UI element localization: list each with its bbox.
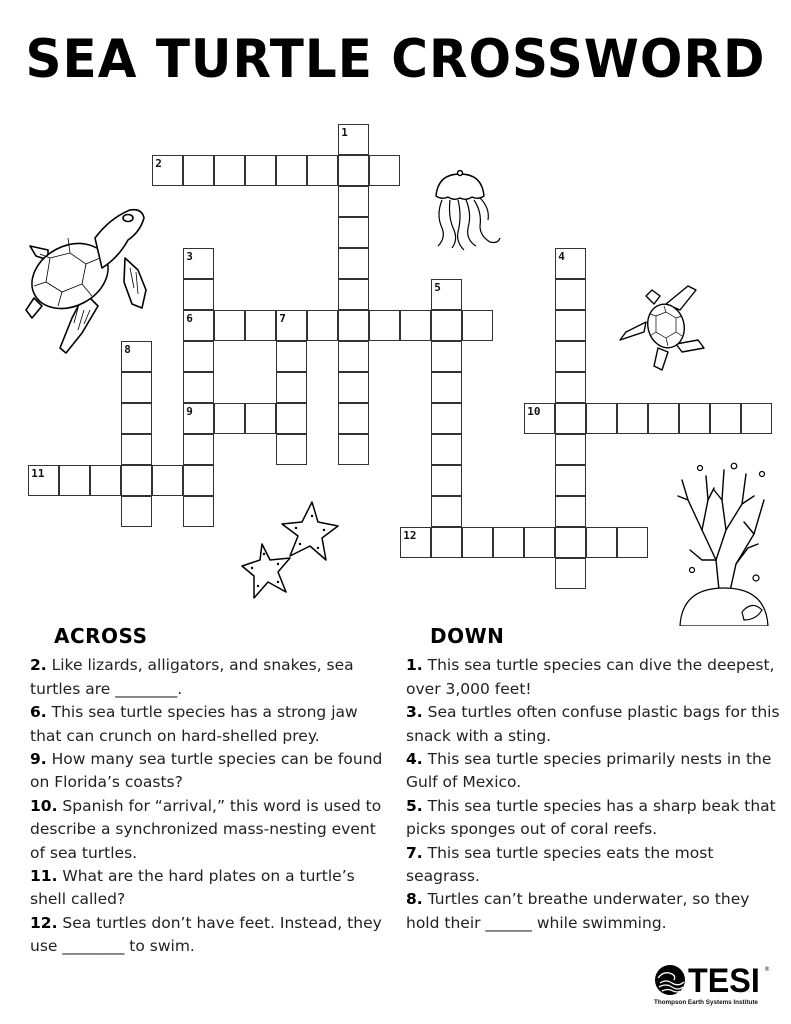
across-clue — [30, 701, 390, 748]
clue-number: 5. — [406, 796, 423, 815]
down-clue — [406, 842, 781, 889]
crossword-cell[interactable] — [121, 372, 152, 403]
crossword-cell[interactable] — [214, 403, 245, 434]
crossword-cell[interactable] — [338, 124, 369, 155]
crossword-cell[interactable] — [431, 527, 462, 558]
registered-mark: ® — [764, 966, 770, 973]
down-clue — [406, 888, 781, 935]
crossword-cell[interactable] — [90, 465, 121, 496]
crossword-cell[interactable] — [431, 496, 462, 527]
crossword-cell[interactable] — [555, 496, 586, 527]
crossword-cell[interactable] — [276, 310, 307, 341]
clue-number: 10. — [30, 796, 58, 815]
crossword-cell[interactable] — [555, 248, 586, 279]
crossword-cell[interactable] — [431, 372, 462, 403]
down-clue — [406, 795, 781, 842]
clue-number: 1 — [341, 126, 348, 140]
crossword-cell[interactable] — [555, 403, 586, 434]
crossword-cell[interactable] — [183, 341, 214, 372]
crossword-cell[interactable] — [555, 434, 586, 465]
crossword-cell[interactable] — [710, 403, 741, 434]
crossword-cell[interactable] — [338, 186, 369, 217]
clue-number: 3. — [406, 703, 423, 722]
across-clue — [30, 865, 390, 912]
crossword-cell[interactable] — [307, 155, 338, 186]
clue-text: How many sea turtle species can be found on Florida’s coasts? — [30, 750, 383, 792]
down-heading: DOWN — [430, 624, 505, 648]
crossword-cell[interactable] — [555, 465, 586, 496]
clue-number: 11. — [30, 867, 58, 886]
crossword-cell[interactable] — [183, 496, 214, 527]
crossword-cell[interactable] — [431, 341, 462, 372]
clue-number: 12. — [30, 913, 58, 932]
crossword-cell[interactable] — [431, 279, 462, 310]
crossword-cell[interactable] — [183, 279, 214, 310]
crossword-cell[interactable] — [617, 527, 648, 558]
crossword-cell[interactable] — [338, 403, 369, 434]
clue-text: Sea turtles often confuse plastic bags for this snack with a sting. — [406, 703, 780, 745]
across-clue — [30, 654, 390, 701]
across-heading: ACROSS — [54, 624, 148, 648]
crossword-cell[interactable] — [214, 155, 245, 186]
clue-number: 4. — [406, 750, 423, 769]
sea-turtle-large-icon — [20, 198, 155, 358]
crossword-cell[interactable] — [617, 403, 648, 434]
crossword-cell[interactable] — [183, 434, 214, 465]
down-clue — [406, 701, 781, 748]
clue-number: 2. — [30, 656, 47, 675]
across-clue — [30, 912, 390, 959]
crossword-cell[interactable] — [183, 310, 214, 341]
crossword-cell[interactable] — [338, 155, 369, 186]
crossword-cell[interactable] — [524, 403, 555, 434]
crossword-cell[interactable] — [431, 434, 462, 465]
crossword-cell[interactable] — [555, 279, 586, 310]
across-clue-list — [30, 654, 390, 958]
crossword-cell[interactable] — [462, 310, 493, 341]
clue-text: Turtles can’t breathe underwater, so they hold their ______ while swimming. — [406, 890, 750, 932]
clue-number: 6. — [30, 703, 47, 722]
tesi-logo — [654, 964, 774, 1012]
crossword-cell[interactable] — [741, 403, 772, 434]
clue-number: 5 — [434, 281, 441, 295]
crossword-cell[interactable] — [555, 558, 586, 589]
clue-number: 8 — [124, 343, 131, 357]
clue-text: This sea turtle species has a sharp beak that picks sponges out of coral reefs. — [406, 796, 776, 839]
crossword-cell[interactable] — [555, 310, 586, 341]
crossword-cell[interactable] — [431, 465, 462, 496]
crossword-cell[interactable] — [245, 403, 276, 434]
crossword-cell[interactable] — [183, 403, 214, 434]
crossword-cell[interactable] — [338, 248, 369, 279]
crossword-cell[interactable] — [586, 403, 617, 434]
crossword-cell[interactable] — [555, 341, 586, 372]
crossword-cell[interactable] — [369, 155, 400, 186]
clue-number: 1. — [406, 656, 423, 675]
crossword-cell[interactable] — [338, 341, 369, 372]
across-clues — [30, 625, 390, 959]
crossword-cell[interactable] — [338, 279, 369, 310]
clue-number: 7 — [279, 312, 286, 326]
crossword-cell[interactable] — [183, 465, 214, 496]
clue-text: Like lizards, alligators, and snakes, sea turtles are ________. — [30, 656, 354, 698]
clue-text: What are the hard plates on a turtle’s shell called? — [30, 867, 355, 909]
clue-text: Sea turtles don’t have feet. Instead, they use ________ to swim. — [30, 913, 382, 956]
clue-text: This sea turtle species primarily nests in the Gulf of Mexico. — [406, 750, 772, 792]
clue-number: 9 — [186, 405, 193, 419]
clue-number: 11 — [31, 467, 45, 481]
crossword-cell[interactable] — [121, 434, 152, 465]
crossword-cell[interactable] — [431, 310, 462, 341]
clue-text: This sea turtle species eats the most seagrass. — [406, 843, 714, 886]
crossword-cell[interactable] — [152, 465, 183, 496]
crossword-cell[interactable] — [276, 434, 307, 465]
down-clue-list — [406, 654, 781, 935]
clue-number: 6 — [186, 312, 193, 326]
down-clue — [406, 654, 781, 701]
crossword-cell[interactable] — [245, 310, 276, 341]
crossword-cell[interactable] — [59, 465, 90, 496]
crossword-cell[interactable] — [276, 403, 307, 434]
crossword-cell[interactable] — [183, 372, 214, 403]
crossword-cell[interactable] — [307, 310, 338, 341]
down-clue — [406, 748, 781, 795]
across-clue — [30, 795, 390, 865]
crossword-cell[interactable] — [338, 372, 369, 403]
crossword-cell[interactable] — [338, 310, 369, 341]
crossword-cell[interactable] — [183, 248, 214, 279]
crossword-cell[interactable] — [338, 434, 369, 465]
clue-text: This sea turtle species has a strong jaw that can crunch on hard-shelled prey. — [30, 703, 358, 745]
crossword-cell[interactable] — [338, 217, 369, 248]
clue-text: This sea turtle species can dive the deepest, over 3,000 feet! — [406, 656, 775, 698]
down-clues — [406, 625, 781, 935]
crossword-cell[interactable] — [214, 310, 245, 341]
crossword-cell[interactable] — [276, 372, 307, 403]
clue-number: 12 — [403, 529, 417, 543]
clue-number: 8. — [406, 890, 423, 909]
crossword-cell[interactable] — [369, 310, 400, 341]
crossword-cell[interactable] — [152, 155, 183, 186]
crossword-cell[interactable] — [400, 527, 431, 558]
clue-number: 3 — [186, 250, 193, 264]
page-title: SEA TURTLE CROSSWORD — [25, 28, 766, 90]
crossword-cell[interactable] — [493, 527, 524, 558]
starfish-icon — [240, 498, 346, 608]
crossword-cell[interactable] — [648, 403, 679, 434]
clue-number: 10 — [527, 405, 541, 419]
crossword-cell[interactable] — [121, 403, 152, 434]
clue-number: 4 — [558, 250, 565, 264]
crossword-cell[interactable] — [462, 527, 493, 558]
logo-wordmark: TESI — [688, 962, 760, 1000]
baby-turtle-icon — [618, 282, 710, 374]
crossword-cell[interactable] — [245, 155, 276, 186]
crossword-cell[interactable] — [121, 465, 152, 496]
crossword-cell[interactable] — [555, 527, 586, 558]
crossword-cell[interactable] — [276, 341, 307, 372]
crossword-cell[interactable] — [431, 403, 462, 434]
clue-number: 9. — [30, 750, 47, 769]
coral-icon — [672, 460, 772, 626]
crossword-cell[interactable] — [586, 527, 617, 558]
across-clue — [30, 748, 390, 795]
crossword-cell[interactable] — [121, 496, 152, 527]
clue-number: 7. — [406, 843, 423, 862]
crossword-cell[interactable] — [28, 465, 59, 496]
crossword-cell[interactable] — [555, 372, 586, 403]
crossword-cell[interactable] — [183, 155, 214, 186]
logo-subtitle: Thompson Earth Systems Institute — [654, 999, 758, 1006]
crossword-cell[interactable] — [524, 527, 555, 558]
clue-number: 2 — [155, 157, 162, 171]
crossword-cell[interactable] — [276, 155, 307, 186]
clue-text: Spanish for “arrival,” this word is used to describe a synchronized mass-nesting event of sea turtles. — [30, 796, 382, 862]
globe-wave-icon — [654, 964, 686, 996]
crossword-cell[interactable] — [679, 403, 710, 434]
crossword-cell[interactable] — [400, 310, 431, 341]
jellyfish-icon — [428, 170, 508, 252]
